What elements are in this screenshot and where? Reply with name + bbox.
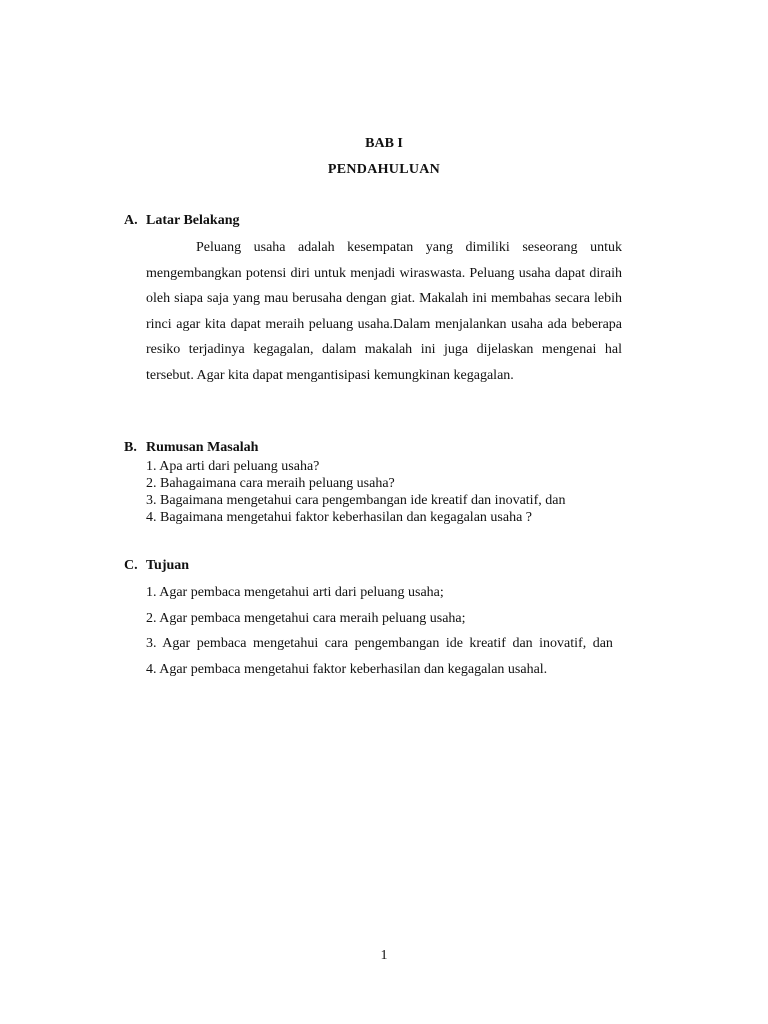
list-item: 2. Bahagaimana cara meraih peluang usaha? <box>146 476 395 491</box>
list-item: 1. Agar pembaca mengetahui arti dari peluang usaha; <box>146 585 444 600</box>
section-title: Tujuan <box>146 558 190 573</box>
section-heading-tujuan <box>124 558 189 574</box>
list-item: 1. Apa arti dari peluang usaha? <box>146 459 320 474</box>
list-item: 4. Agar pembaca mengetahui faktor keberhasilan dan kegagalan usahal. <box>146 661 548 677</box>
tujuan-list <box>146 580 622 682</box>
list-item: 2. Agar pembaca mengetahui cara meraih peluang usaha; <box>146 610 466 626</box>
section-letter: C. <box>124 558 138 573</box>
list-item: 3. Agar pembaca mengetahui cara pengembangan ide kreatif dan inovatif, dan <box>146 636 613 651</box>
section-letter: A. <box>124 213 138 228</box>
list-item: 3. Bagaimana mengetahui cara pengembangan ide kreatif dan inovatif, dan <box>146 493 566 508</box>
section-title: Latar Belakang <box>146 213 240 228</box>
section-heading-rumusan-masalah <box>124 440 258 456</box>
section-heading-latar-belakang <box>124 213 239 229</box>
chapter-title: PENDAHULUAN <box>327 162 441 177</box>
rumusan-masalah-list <box>146 458 622 526</box>
list-item: 4. Bagaimana mengetahui faktor keberhasilan dan kegagalan usaha ? <box>146 510 533 525</box>
chapter-number: BAB I <box>365 136 403 151</box>
section-letter: B. <box>124 440 137 455</box>
section-title: Rumusan Masalah <box>146 440 259 455</box>
page-number: 1 <box>380 948 388 963</box>
latar-belakang-paragraph: Peluang usaha adalah kesempatan yang dimiliki seseorang untuk mengembangkan potensi diri untuk menjadi wiraswasta. Peluang usaha dapat diraih oleh siapa saja yang mau berusaha dengan giat. Makalah ini membahas secara lebih rinci agar kita dapat meraih peluang usaha.Dalam menjalankan usaha ada beberapa resiko terjadinya kegagalan, dalam makalah ini juga dijelaskan mengenai hal tersebut. Agar kita dapat mengantisipasi kemungkinan kegagalan. <box>146 240 622 383</box>
